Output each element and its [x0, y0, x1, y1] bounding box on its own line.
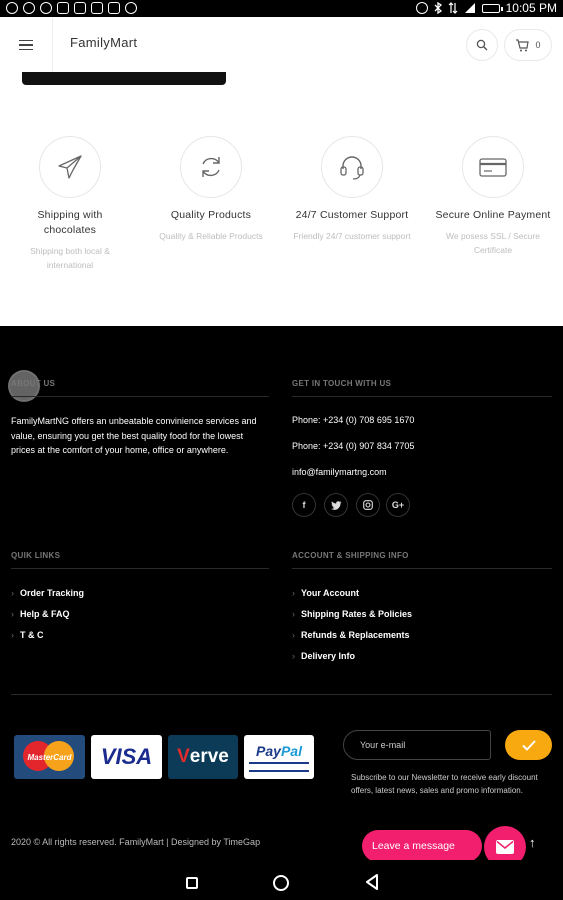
divider — [292, 396, 552, 397]
twitter-icon[interactable] — [324, 493, 348, 517]
footer-divider — [11, 694, 552, 695]
link-terms[interactable]: › T & C — [11, 630, 44, 640]
feature-icon-circle — [321, 136, 383, 198]
recents-icon[interactable] — [186, 877, 198, 889]
search-button[interactable] — [466, 29, 498, 61]
link-label: Your Account — [301, 588, 359, 598]
link-order-tracking[interactable]: › Order Tracking — [11, 588, 85, 598]
site-header — [0, 17, 563, 72]
menu-icon[interactable] — [14, 35, 38, 55]
notification-icon — [57, 2, 69, 14]
search-icon — [476, 39, 488, 51]
site-footer — [0, 326, 563, 860]
feature-subtitle: Friendly 24/7 customer support — [293, 231, 411, 241]
site-logo[interactable]: FamilyMart — [70, 35, 138, 50]
feature-title: Quality Products — [170, 209, 252, 221]
quick-links-title: QUIK LINKS — [11, 551, 61, 560]
link-label: Delivery Info — [301, 651, 356, 661]
link-label: Refunds & Replacements — [301, 630, 410, 640]
feature-title: Secure Online Payment — [435, 209, 551, 221]
feature-title: 24/7 Customer Support — [295, 209, 409, 221]
feature-subtitle: We posess SSL / Secure Certificate — [445, 231, 541, 255]
link-label: Order Tracking — [20, 588, 85, 598]
verve-label: erve — [189, 746, 229, 767]
divider — [11, 396, 269, 397]
verve-v: V — [177, 746, 190, 767]
link-your-account[interactable]: › Your Account — [292, 588, 359, 598]
feature-icon-circle — [462, 136, 524, 198]
mastercard-label: MasterCard — [27, 752, 72, 762]
envelope-icon — [496, 840, 514, 854]
features-section — [0, 72, 563, 326]
airplane-icon — [55, 152, 85, 182]
newsletter-text: Subscribe to our Newsletter to receive early discount offers, latest news, sales and promo information. — [351, 773, 538, 795]
system-icons — [416, 1, 557, 15]
link-delivery-info[interactable]: › Delivery Info — [292, 651, 356, 661]
contact-title: GET IN TOUCH WITH US — [292, 379, 392, 388]
contact-email[interactable]: info@familymartng.com — [292, 467, 387, 477]
leave-message-button[interactable]: Leave a message — [362, 830, 482, 862]
status-bar — [0, 0, 563, 17]
feature-quality — [151, 136, 271, 243]
facebook-icon[interactable]: f — [292, 493, 316, 517]
feature-subtitle: Quality & Reliable Products — [159, 231, 263, 241]
about-text: FamilyMartNG offers an unbeatable convinience services and value, ensuring you get the best quality food for the lowest prices at the comfort of your home, office or anywhere. — [11, 416, 257, 455]
scroll-top-icon[interactable]: ↑ — [529, 835, 536, 850]
link-label: Shipping Rates & Policies — [301, 609, 413, 619]
phone-2[interactable]: Phone: +234 (0) 907 834 7705 — [292, 441, 415, 451]
cart-count: 0 — [535, 40, 541, 50]
data-icon — [448, 2, 458, 14]
notification-icon — [74, 2, 86, 14]
notification-icon — [40, 2, 52, 14]
newsletter-email-input[interactable] — [343, 730, 491, 760]
credit-card-icon — [477, 152, 509, 182]
google-plus-icon[interactable]: G+ — [386, 493, 410, 517]
checkmark-icon — [522, 740, 536, 751]
link-refunds[interactable]: › Refunds & Replacements — [292, 630, 410, 640]
refresh-icon — [196, 152, 226, 182]
battery-icon — [482, 4, 500, 13]
navigation-bar — [0, 860, 563, 900]
hotspot-icon — [416, 2, 428, 14]
cart-icon — [515, 39, 529, 52]
paypal-logo — [244, 735, 314, 779]
twitter-bird-glyph — [331, 501, 342, 510]
headset-icon — [337, 152, 367, 182]
feature-payment — [433, 136, 553, 257]
phone-1[interactable]: Phone: +234 (0) 708 695 1670 — [292, 415, 415, 425]
home-icon[interactable] — [273, 875, 289, 891]
app-store-button[interactable] — [22, 72, 226, 85]
signal-icon — [464, 2, 476, 14]
clock: 10:05 PM — [505, 1, 557, 15]
header-divider — [52, 17, 53, 72]
feature-shipping — [10, 136, 130, 272]
mastercard-logo — [14, 735, 85, 779]
notification-icon — [6, 2, 18, 14]
notification-icon — [108, 2, 120, 14]
paypal-pay: Pay — [256, 742, 281, 759]
bluetooth-icon — [434, 2, 442, 14]
notification-icon — [23, 2, 35, 14]
feature-subtitle: Shipping both local & international — [30, 246, 110, 270]
about-title: ABOUT US — [11, 379, 56, 388]
link-shipping-rates[interactable]: › Shipping Rates & Policies — [292, 609, 413, 619]
instagram-glyph — [363, 500, 373, 510]
divider — [292, 568, 552, 569]
link-help-faq[interactable]: › Help & FAQ — [11, 609, 70, 619]
feature-title: Shipping with chocolates — [37, 209, 103, 236]
notification-icons — [6, 2, 137, 14]
feature-icon-circle — [39, 136, 101, 198]
link-label: T & C — [20, 630, 44, 640]
cart-button[interactable] — [504, 29, 552, 61]
newsletter-submit-button[interactable] — [505, 730, 552, 760]
feature-icon-circle — [180, 136, 242, 198]
account-title: ACCOUNT & SHIPPING INFO — [292, 551, 409, 560]
verve-logo — [168, 735, 238, 779]
divider — [11, 568, 269, 569]
visa-logo: VISA — [91, 735, 162, 779]
notification-icon — [91, 2, 103, 14]
instagram-icon[interactable] — [356, 493, 380, 517]
notification-icon — [125, 2, 137, 14]
feature-support — [292, 136, 412, 243]
copyright: 2020 © All rights reserved. FamilyMart | Designed by TimeGap — [11, 837, 261, 847]
back-icon[interactable] — [365, 874, 379, 890]
link-label: Help & FAQ — [20, 609, 70, 619]
paypal-pal: Pal — [280, 742, 302, 759]
